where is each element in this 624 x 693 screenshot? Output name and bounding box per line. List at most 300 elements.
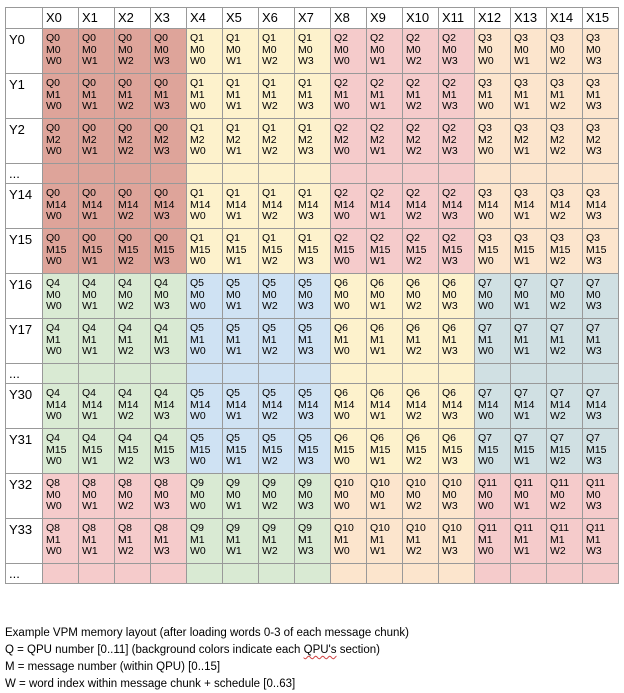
qpu-label: Q11	[550, 522, 570, 534]
word-label: W2	[406, 100, 422, 113]
empty-cell	[583, 164, 619, 184]
memory-cell	[151, 229, 187, 274]
memory-cell	[367, 429, 403, 474]
message-label: M0	[190, 488, 205, 501]
message-label: M14	[154, 398, 175, 411]
message-label: M15	[370, 243, 391, 256]
message-label: M1	[586, 533, 601, 546]
word-label: W3	[154, 55, 170, 68]
caption-line-2	[5, 642, 620, 659]
message-label: M14	[190, 398, 211, 411]
memory-cell	[79, 429, 115, 474]
qpu-label: Q7	[478, 432, 493, 444]
qpu-label: Q7	[550, 387, 565, 399]
word-label: W3	[154, 545, 170, 558]
message-label: M1	[550, 533, 565, 546]
qpu-label: Q6	[334, 322, 349, 334]
message-label: M15	[190, 443, 211, 456]
memory-cell	[331, 29, 367, 74]
empty-cell	[475, 364, 511, 384]
memory-cell	[187, 184, 223, 229]
message-label: M15	[226, 443, 247, 456]
word-label: W0	[334, 55, 350, 68]
memory-cell	[367, 319, 403, 364]
message-label: M0	[118, 288, 133, 301]
word-label: W3	[586, 545, 602, 558]
word-label: W0	[478, 410, 494, 423]
memory-cell	[547, 429, 583, 474]
empty-cell	[43, 564, 79, 584]
qpu-label: Q2	[334, 122, 349, 134]
qpu-label: Q1	[262, 187, 277, 199]
qpu-label: Q6	[334, 387, 349, 399]
word-label: W0	[46, 210, 62, 223]
memory-cell	[295, 74, 331, 119]
qpu-label: Q4	[118, 432, 133, 444]
word-label: W1	[82, 345, 98, 358]
word-label: W3	[586, 100, 602, 113]
table-row	[6, 319, 619, 364]
qpu-label: Q7	[514, 322, 529, 334]
word-label: W1	[514, 210, 530, 223]
empty-cell	[151, 364, 187, 384]
word-label: W0	[478, 255, 494, 268]
qpu-label: Q7	[550, 277, 565, 289]
memory-cell	[331, 384, 367, 429]
memory-cell	[79, 274, 115, 319]
qpu-label: Q1	[226, 32, 241, 44]
word-label: W3	[586, 300, 602, 313]
memory-cell	[295, 274, 331, 319]
qpu-label: Q3	[586, 232, 601, 244]
memory-cell	[367, 274, 403, 319]
word-label: W1	[82, 545, 98, 558]
message-label: M1	[190, 333, 205, 346]
memory-cell	[295, 229, 331, 274]
word-label: W3	[586, 210, 602, 223]
qpu-label: Q3	[478, 32, 493, 44]
word-label: W0	[190, 300, 206, 313]
message-label: M14	[586, 398, 607, 411]
memory-cell	[79, 184, 115, 229]
column-header: X15	[583, 8, 619, 29]
message-label: M15	[190, 243, 211, 256]
message-label: M2	[442, 133, 457, 146]
memory-cell	[259, 519, 295, 564]
word-label: W0	[46, 545, 62, 558]
message-label: M0	[82, 43, 97, 56]
memory-cell	[547, 519, 583, 564]
memory-cell	[151, 274, 187, 319]
memory-cell	[403, 384, 439, 429]
memory-cell	[403, 29, 439, 74]
message-label: M0	[442, 43, 457, 56]
row-header: Y1	[6, 74, 43, 119]
ellipsis-row	[6, 164, 619, 184]
message-label: M1	[370, 333, 385, 346]
message-label: M0	[550, 488, 565, 501]
message-label: M0	[370, 43, 385, 56]
message-label: M1	[190, 533, 205, 546]
word-label: W0	[46, 410, 62, 423]
message-label: M15	[118, 443, 139, 456]
word-label: W3	[442, 455, 458, 468]
column-header: X7	[295, 8, 331, 29]
word-label: W1	[226, 410, 242, 423]
empty-cell	[295, 364, 331, 384]
qpu-label: Q0	[118, 187, 133, 199]
memory-cell	[511, 184, 547, 229]
word-label: W3	[154, 455, 170, 468]
memory-cell	[79, 319, 115, 364]
word-label: W0	[190, 410, 206, 423]
word-label: W1	[370, 410, 386, 423]
word-label: W0	[190, 145, 206, 158]
memory-cell	[187, 429, 223, 474]
message-label: M0	[154, 288, 169, 301]
qpu-label: Q2	[406, 187, 421, 199]
word-label: W2	[406, 145, 422, 158]
qpu-label: Q7	[586, 277, 601, 289]
memory-cell	[367, 29, 403, 74]
memory-cell	[43, 29, 79, 74]
memory-cell	[547, 384, 583, 429]
word-label: W1	[514, 500, 530, 513]
message-label: M1	[334, 333, 349, 346]
word-label: W3	[586, 455, 602, 468]
memory-cell	[439, 184, 475, 229]
qpu-label: Q4	[154, 387, 169, 399]
qpu-label: Q5	[190, 322, 205, 334]
qpu-label: Q4	[46, 277, 61, 289]
empty-cell	[79, 164, 115, 184]
memory-cell	[511, 229, 547, 274]
word-label: W3	[586, 55, 602, 68]
message-label: M2	[190, 133, 205, 146]
qpu-label: Q11	[586, 477, 606, 489]
qpu-label: Q2	[442, 187, 457, 199]
column-header: X8	[331, 8, 367, 29]
qpu-label: Q5	[298, 277, 313, 289]
caption-line-2-start: Q = QPU number [0..11] (background colors indicate each	[5, 644, 304, 656]
memory-cell	[259, 429, 295, 474]
qpu-label: Q5	[226, 387, 241, 399]
word-label: W1	[514, 300, 530, 313]
qpu-label: Q9	[262, 522, 277, 534]
message-label: M14	[226, 398, 247, 411]
qpu-label: Q3	[514, 77, 529, 89]
memory-cell	[259, 229, 295, 274]
memory-cell	[547, 229, 583, 274]
memory-cell	[115, 229, 151, 274]
word-label: W3	[298, 210, 314, 223]
message-label: M1	[226, 88, 241, 101]
qpu-label: Q0	[82, 232, 97, 244]
qpu-label: Q3	[478, 122, 493, 134]
message-label: M14	[226, 198, 247, 211]
empty-cell	[43, 164, 79, 184]
qpu-label: Q7	[478, 322, 493, 334]
qpu-label: Q2	[370, 232, 385, 244]
word-label: W2	[118, 455, 134, 468]
word-label: W3	[298, 145, 314, 158]
qpu-label: Q0	[118, 122, 133, 134]
message-label: M1	[190, 88, 205, 101]
word-label: W1	[226, 545, 242, 558]
ellipsis-row	[6, 564, 619, 584]
message-label: M14	[118, 398, 139, 411]
word-label: W3	[442, 545, 458, 558]
table-row	[6, 384, 619, 429]
memory-cell	[79, 384, 115, 429]
message-label: M0	[118, 488, 133, 501]
memory-cell	[187, 519, 223, 564]
qpu-label: Q4	[82, 432, 97, 444]
message-label: M15	[298, 243, 319, 256]
column-header-row	[6, 8, 619, 29]
qpu-label: Q7	[514, 277, 529, 289]
qpu-label: Q2	[334, 232, 349, 244]
memory-cell	[475, 384, 511, 429]
memory-cell	[367, 184, 403, 229]
word-label: W2	[262, 345, 278, 358]
message-label: M1	[406, 533, 421, 546]
qpu-label: Q5	[226, 432, 241, 444]
memory-cell	[43, 519, 79, 564]
message-label: M15	[478, 443, 499, 456]
caption-line-3: M = message number (within QPU) [0..15]	[5, 661, 221, 673]
message-label: M2	[586, 133, 601, 146]
ellipsis-row	[6, 364, 619, 384]
word-label: W1	[226, 145, 242, 158]
word-label: W3	[586, 145, 602, 158]
word-label: W1	[82, 300, 98, 313]
word-label: W2	[262, 100, 278, 113]
message-label: M0	[262, 288, 277, 301]
qpu-label: Q3	[586, 122, 601, 134]
memory-cell	[295, 29, 331, 74]
qpu-label: Q1	[190, 232, 205, 244]
word-label: W2	[118, 410, 134, 423]
word-label: W0	[334, 100, 350, 113]
qpu-label: Q2	[442, 232, 457, 244]
qpu-label: Q3	[586, 187, 601, 199]
row-header: Y14	[6, 184, 43, 229]
message-label: M15	[406, 243, 427, 256]
table-row	[6, 119, 619, 164]
memory-cell	[547, 74, 583, 119]
memory-cell	[475, 74, 511, 119]
memory-cell	[43, 229, 79, 274]
empty-cell	[439, 564, 475, 584]
memory-cell	[223, 429, 259, 474]
message-label: M0	[586, 288, 601, 301]
memory-cell	[403, 519, 439, 564]
memory-cell	[583, 519, 619, 564]
qpu-label: Q8	[46, 522, 61, 534]
empty-cell	[151, 564, 187, 584]
qpu-label: Q5	[262, 387, 277, 399]
qpu-label: Q11	[514, 522, 534, 534]
memory-cell	[367, 119, 403, 164]
word-label: W1	[226, 55, 242, 68]
message-label: M14	[478, 398, 499, 411]
qpu-label: Q4	[154, 432, 169, 444]
message-label: M2	[370, 133, 385, 146]
message-label: M1	[154, 333, 169, 346]
message-label: M2	[46, 133, 61, 146]
qpu-label: Q2	[406, 122, 421, 134]
message-label: M1	[262, 88, 277, 101]
memory-cell	[115, 474, 151, 519]
qpu-label: Q10	[334, 477, 354, 489]
qpu-label: Q9	[262, 477, 277, 489]
empty-cell	[367, 564, 403, 584]
qpu-label: Q1	[262, 122, 277, 134]
message-label: M14	[298, 198, 319, 211]
qpu-label: Q4	[154, 322, 169, 334]
column-header: X14	[547, 8, 583, 29]
word-label: W2	[118, 255, 134, 268]
qpu-label: Q0	[154, 122, 169, 134]
word-label: W1	[370, 300, 386, 313]
memory-cell	[367, 229, 403, 274]
qpu-label: Q10	[370, 477, 390, 489]
qpu-label: Q0	[154, 77, 169, 89]
memory-cell	[187, 319, 223, 364]
memory-cell	[403, 74, 439, 119]
message-label: M0	[298, 488, 313, 501]
word-label: W3	[442, 145, 458, 158]
message-label: M1	[118, 88, 133, 101]
empty-cell	[403, 564, 439, 584]
memory-cell	[475, 274, 511, 319]
message-label: M0	[298, 43, 313, 56]
word-label: W2	[550, 255, 566, 268]
qpu-label: Q11	[478, 477, 498, 489]
word-label: W0	[190, 100, 206, 113]
message-label: M2	[478, 133, 493, 146]
qpu-label: Q3	[478, 77, 493, 89]
memory-cell	[223, 119, 259, 164]
memory-cell	[223, 29, 259, 74]
qpu-label: Q0	[82, 122, 97, 134]
memory-cell	[79, 119, 115, 164]
message-label: M1	[298, 88, 313, 101]
memory-cell	[439, 274, 475, 319]
word-label: W2	[406, 300, 422, 313]
memory-cell	[331, 274, 367, 319]
word-label: W0	[46, 255, 62, 268]
spellcheck-flagged-word: QPU's	[303, 644, 337, 656]
message-label: M1	[46, 533, 61, 546]
word-label: W0	[190, 255, 206, 268]
memory-cell	[223, 519, 259, 564]
memory-cell	[439, 119, 475, 164]
message-label: M1	[370, 88, 385, 101]
message-label: M1	[478, 533, 493, 546]
memory-cell	[547, 474, 583, 519]
memory-cell	[583, 184, 619, 229]
message-label: M1	[154, 533, 169, 546]
word-label: W1	[82, 55, 98, 68]
word-label: W0	[334, 410, 350, 423]
message-label: M15	[514, 243, 535, 256]
message-label: M1	[46, 333, 61, 346]
memory-cell	[151, 119, 187, 164]
message-label: M1	[262, 333, 277, 346]
message-label: M2	[514, 133, 529, 146]
word-label: W1	[82, 100, 98, 113]
qpu-label: Q11	[586, 522, 606, 534]
word-label: W3	[586, 410, 602, 423]
word-label: W1	[370, 255, 386, 268]
memory-cell	[439, 519, 475, 564]
message-label: M14	[298, 398, 319, 411]
message-label: M0	[370, 488, 385, 501]
word-label: W1	[82, 455, 98, 468]
message-label: M1	[514, 333, 529, 346]
empty-cell	[331, 564, 367, 584]
message-label: M0	[334, 288, 349, 301]
qpu-label: Q8	[82, 477, 97, 489]
message-label: M15	[442, 243, 463, 256]
qpu-label: Q6	[442, 277, 457, 289]
memory-cell	[511, 29, 547, 74]
qpu-label: Q5	[298, 322, 313, 334]
memory-cell	[43, 184, 79, 229]
word-label: W3	[586, 500, 602, 513]
empty-cell	[223, 164, 259, 184]
memory-cell	[367, 74, 403, 119]
memory-cell	[187, 384, 223, 429]
column-header: X5	[223, 8, 259, 29]
message-label: M0	[226, 288, 241, 301]
memory-cell	[511, 429, 547, 474]
word-label: W3	[154, 100, 170, 113]
empty-cell	[223, 564, 259, 584]
word-label: W1	[370, 455, 386, 468]
qpu-label: Q5	[298, 387, 313, 399]
memory-cell	[439, 229, 475, 274]
word-label: W3	[298, 500, 314, 513]
qpu-label: Q4	[118, 322, 133, 334]
memory-cell	[43, 474, 79, 519]
qpu-label: Q1	[262, 32, 277, 44]
table-row	[6, 519, 619, 564]
qpu-label: Q6	[370, 387, 385, 399]
message-label: M0	[586, 488, 601, 501]
message-label: M14	[118, 198, 139, 211]
table-row	[6, 229, 619, 274]
message-label: M14	[514, 398, 535, 411]
qpu-label: Q2	[442, 32, 457, 44]
word-label: W1	[514, 345, 530, 358]
memory-cell	[547, 319, 583, 364]
word-label: W3	[298, 255, 314, 268]
qpu-label: Q5	[226, 277, 241, 289]
memory-cell	[43, 274, 79, 319]
qpu-label: Q10	[406, 522, 426, 534]
word-label: W1	[370, 100, 386, 113]
word-label: W0	[46, 145, 62, 158]
memory-cell	[259, 319, 295, 364]
memory-cell	[331, 119, 367, 164]
word-label: W2	[406, 500, 422, 513]
message-label: M0	[550, 43, 565, 56]
memory-cell	[223, 184, 259, 229]
row-header: Y2	[6, 119, 43, 164]
